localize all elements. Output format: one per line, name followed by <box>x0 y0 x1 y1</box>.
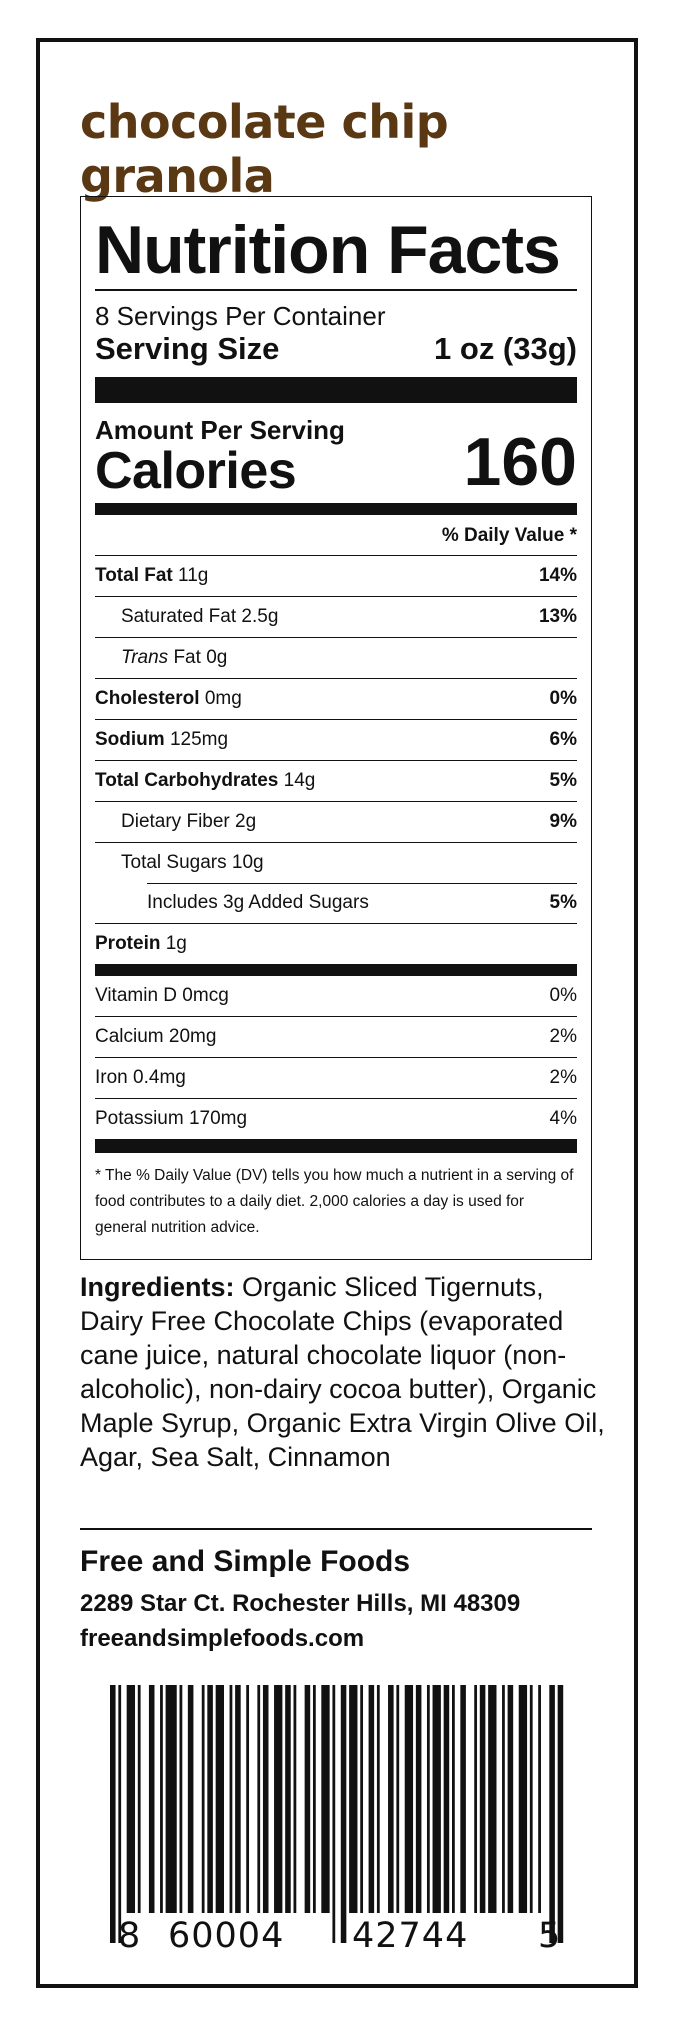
barcode-bar <box>166 1685 177 1913</box>
barcode-bar <box>202 1685 205 1913</box>
footnote-divider <box>95 1139 577 1153</box>
calories-block <box>95 403 577 503</box>
nutrient-row-saturated-fat <box>95 596 577 637</box>
barcode-bar <box>433 1685 441 1913</box>
serving-size-row <box>95 331 577 367</box>
barcode-bar <box>530 1685 533 1913</box>
barcode-bar <box>369 1685 375 1913</box>
barcode-bar <box>444 1685 450 1913</box>
nutrient-name: Total Carbohydrates <box>95 769 279 791</box>
nutrient-amount: 0g <box>206 646 228 668</box>
barcode-bar <box>474 1685 477 1913</box>
barcode-bar <box>257 1685 260 1913</box>
vitamin-row-calcium <box>95 1016 577 1057</box>
barcode-bar <box>188 1685 194 1913</box>
serving-size-value: 1 oz (33g) <box>434 330 577 366</box>
nutrition-facts-heading: Nutrition Facts <box>95 212 560 288</box>
nutrient-name: Dietary Fiber <box>121 810 230 832</box>
barcode-bar <box>502 1685 505 1913</box>
barcode-bar <box>305 1685 311 1913</box>
nutrient-amount: 0mg <box>204 687 242 709</box>
barcode-bar <box>263 1685 269 1913</box>
nutrient-amount: 11g <box>178 564 209 586</box>
servings-per-container: 8 Servings Per Container <box>95 300 386 331</box>
nutrient-name: Protein <box>95 932 161 954</box>
vitamin-dv: 4% <box>549 1107 577 1129</box>
nutrient-name: Total Fat <box>95 564 173 586</box>
nutrient-amount: 14g <box>283 769 316 791</box>
nutrient-name: Total Sugars <box>121 851 227 873</box>
vitamin-dv: 0% <box>549 984 577 1006</box>
barcode-bar <box>405 1685 413 1913</box>
amount-per-serving: Amount Per Serving <box>95 414 345 445</box>
barcode-bar <box>149 1685 155 1913</box>
barcode-bar <box>396 1685 399 1913</box>
barcode-bar <box>332 1685 335 1943</box>
vitamin-row-potassium <box>95 1098 577 1139</box>
nutrient-amount: 10g <box>231 851 264 873</box>
nutrition-facts-panel <box>80 196 592 1260</box>
vitamin-amount: 0mcg <box>182 984 229 1006</box>
vitamin-name: Iron <box>95 1066 128 1088</box>
ingredients-block <box>80 1270 610 1474</box>
barcode-digit-first: 8 <box>118 1916 141 1956</box>
nutrient-dv: 6% <box>549 728 577 750</box>
nutrient-amount: 2.5g <box>241 605 279 627</box>
nutrient-amount: 125mg <box>169 728 229 750</box>
barcode-bar <box>216 1685 224 1913</box>
ingredients-label: Ingredients: <box>80 1272 235 1302</box>
product-title: chocolate chip granola <box>80 95 449 203</box>
barcode-image <box>110 1685 566 1943</box>
nutrient-name: Cholesterol <box>95 687 200 709</box>
nutrient-row-total-fat <box>95 555 577 596</box>
barcode-bar <box>508 1685 514 1913</box>
nutrient-name: Saturated Fat <box>121 605 237 627</box>
barcode-bar <box>538 1685 541 1913</box>
nutrient-amount: 2g <box>235 810 257 832</box>
vitamin-amount: 170mg <box>188 1107 248 1129</box>
company-name: Free and Simple Foods <box>80 1545 411 1578</box>
vitamin-name: Vitamin D <box>95 984 178 1006</box>
nutrient-name: Sodium <box>95 728 165 750</box>
barcode-bar <box>160 1685 163 1913</box>
serving-size-label: Serving Size <box>95 330 280 366</box>
barcode-group-left: 60004 <box>168 1916 285 1956</box>
barcode-bar <box>207 1685 213 1913</box>
ingredients-text: Organic Sliced Tigernuts, Dairy Free Chocolate Chips (evaporated cane juice, natural chocolate liquor (non-alcoholic), non-dairy cocoa butter), Organic Maple Syrup, Organic Extra Virgin Olive Oil, Agar, Sea Salt, Cinnamon <box>80 1272 605 1472</box>
thick-divider <box>95 377 577 403</box>
barcode-bar <box>452 1685 455 1913</box>
nutrient-row-total-sugars <box>95 842 577 883</box>
vitamin-row-vitamin-d <box>95 976 577 1016</box>
nutrient-row-added-sugars <box>95 883 577 923</box>
vitamin-row-iron <box>95 1057 577 1098</box>
barcode-bar <box>480 1685 486 1913</box>
vitamin-dv: 2% <box>549 1025 577 1047</box>
nutrient-dv: 5% <box>549 891 577 913</box>
barcode-bar <box>360 1685 363 1913</box>
vitamin-name: Potassium <box>95 1107 184 1129</box>
vitamin-amount: 0.4mg <box>133 1066 186 1088</box>
barcode-bar <box>230 1685 233 1913</box>
barcode-bar <box>558 1685 564 1943</box>
barcode-bar <box>235 1685 241 1913</box>
calories-label: Calories <box>95 441 297 500</box>
barcode-bar <box>285 1685 291 1913</box>
barcode-bar <box>313 1685 316 1913</box>
barcode-bar <box>416 1685 422 1913</box>
barcode-bar <box>349 1685 357 1913</box>
calories-value: 160 <box>463 423 577 500</box>
nutrient-dv: 0% <box>549 687 577 709</box>
nutrient-row-protein <box>95 923 577 964</box>
nutrient-dv: 14% <box>538 564 577 586</box>
barcode-bar <box>341 1685 347 1943</box>
company-address: 2289 Star Ct. Rochester Hills, MI 48309 <box>80 1590 521 1617</box>
barcode-bar <box>377 1685 380 1913</box>
barcode-bar <box>246 1685 249 1913</box>
barcode-bar <box>427 1685 430 1913</box>
daily-value-footnote: * The % Daily Value (DV) tells you how much a nutrient in a serving of food contributes to a daily diet. 2,000 calories a day is used for general nutrition advice. <box>95 1166 574 1236</box>
divider <box>95 289 577 291</box>
barcode-bar <box>180 1685 183 1913</box>
company-website: freeandsimplefoods.com <box>80 1625 365 1652</box>
nutrient-name-suffix: Fat <box>173 646 201 668</box>
barcode-bar <box>274 1685 282 1913</box>
barcode-bar <box>294 1685 297 1913</box>
barcode-bar <box>488 1685 496 1913</box>
barcode-bar <box>110 1685 116 1943</box>
ingredients-divider <box>80 1528 592 1530</box>
nutrient-row-trans-fat <box>95 637 577 678</box>
vitamins-divider <box>95 964 577 976</box>
barcode-bar <box>388 1685 394 1913</box>
barcode-digit-last: 5 <box>538 1916 561 1956</box>
barcode-bar <box>127 1685 135 1913</box>
nutrient-row-cholesterol <box>95 678 577 719</box>
nutrient-amount: 1g <box>165 932 187 954</box>
vitamin-amount: 20mg <box>168 1025 217 1047</box>
barcode-bar <box>519 1685 527 1913</box>
barcode-group-right: 42744 <box>352 1916 469 1956</box>
vitamin-name: Calcium <box>95 1025 164 1047</box>
barcode-bar <box>321 1685 329 1913</box>
nutrient-name: Trans <box>121 646 169 668</box>
barcode-bar <box>118 1685 121 1943</box>
nutrient-dv: 13% <box>538 605 577 627</box>
nutrient-row-dietary-fiber <box>95 801 577 842</box>
nutrient-dv: 9% <box>549 810 577 832</box>
barcode-bar <box>138 1685 141 1913</box>
barcode-bar <box>549 1685 555 1943</box>
vitamin-dv: 2% <box>549 1066 577 1088</box>
medium-divider <box>95 503 577 515</box>
daily-value-header: % Daily Value * <box>441 524 577 546</box>
nutrient-row-total-carbohydrates <box>95 760 577 801</box>
nutrient-name: Includes 3g Added Sugars <box>147 891 369 913</box>
nutrient-row-sodium <box>95 719 577 760</box>
barcode-bar <box>460 1685 466 1913</box>
nutrient-dv: 5% <box>549 769 577 791</box>
